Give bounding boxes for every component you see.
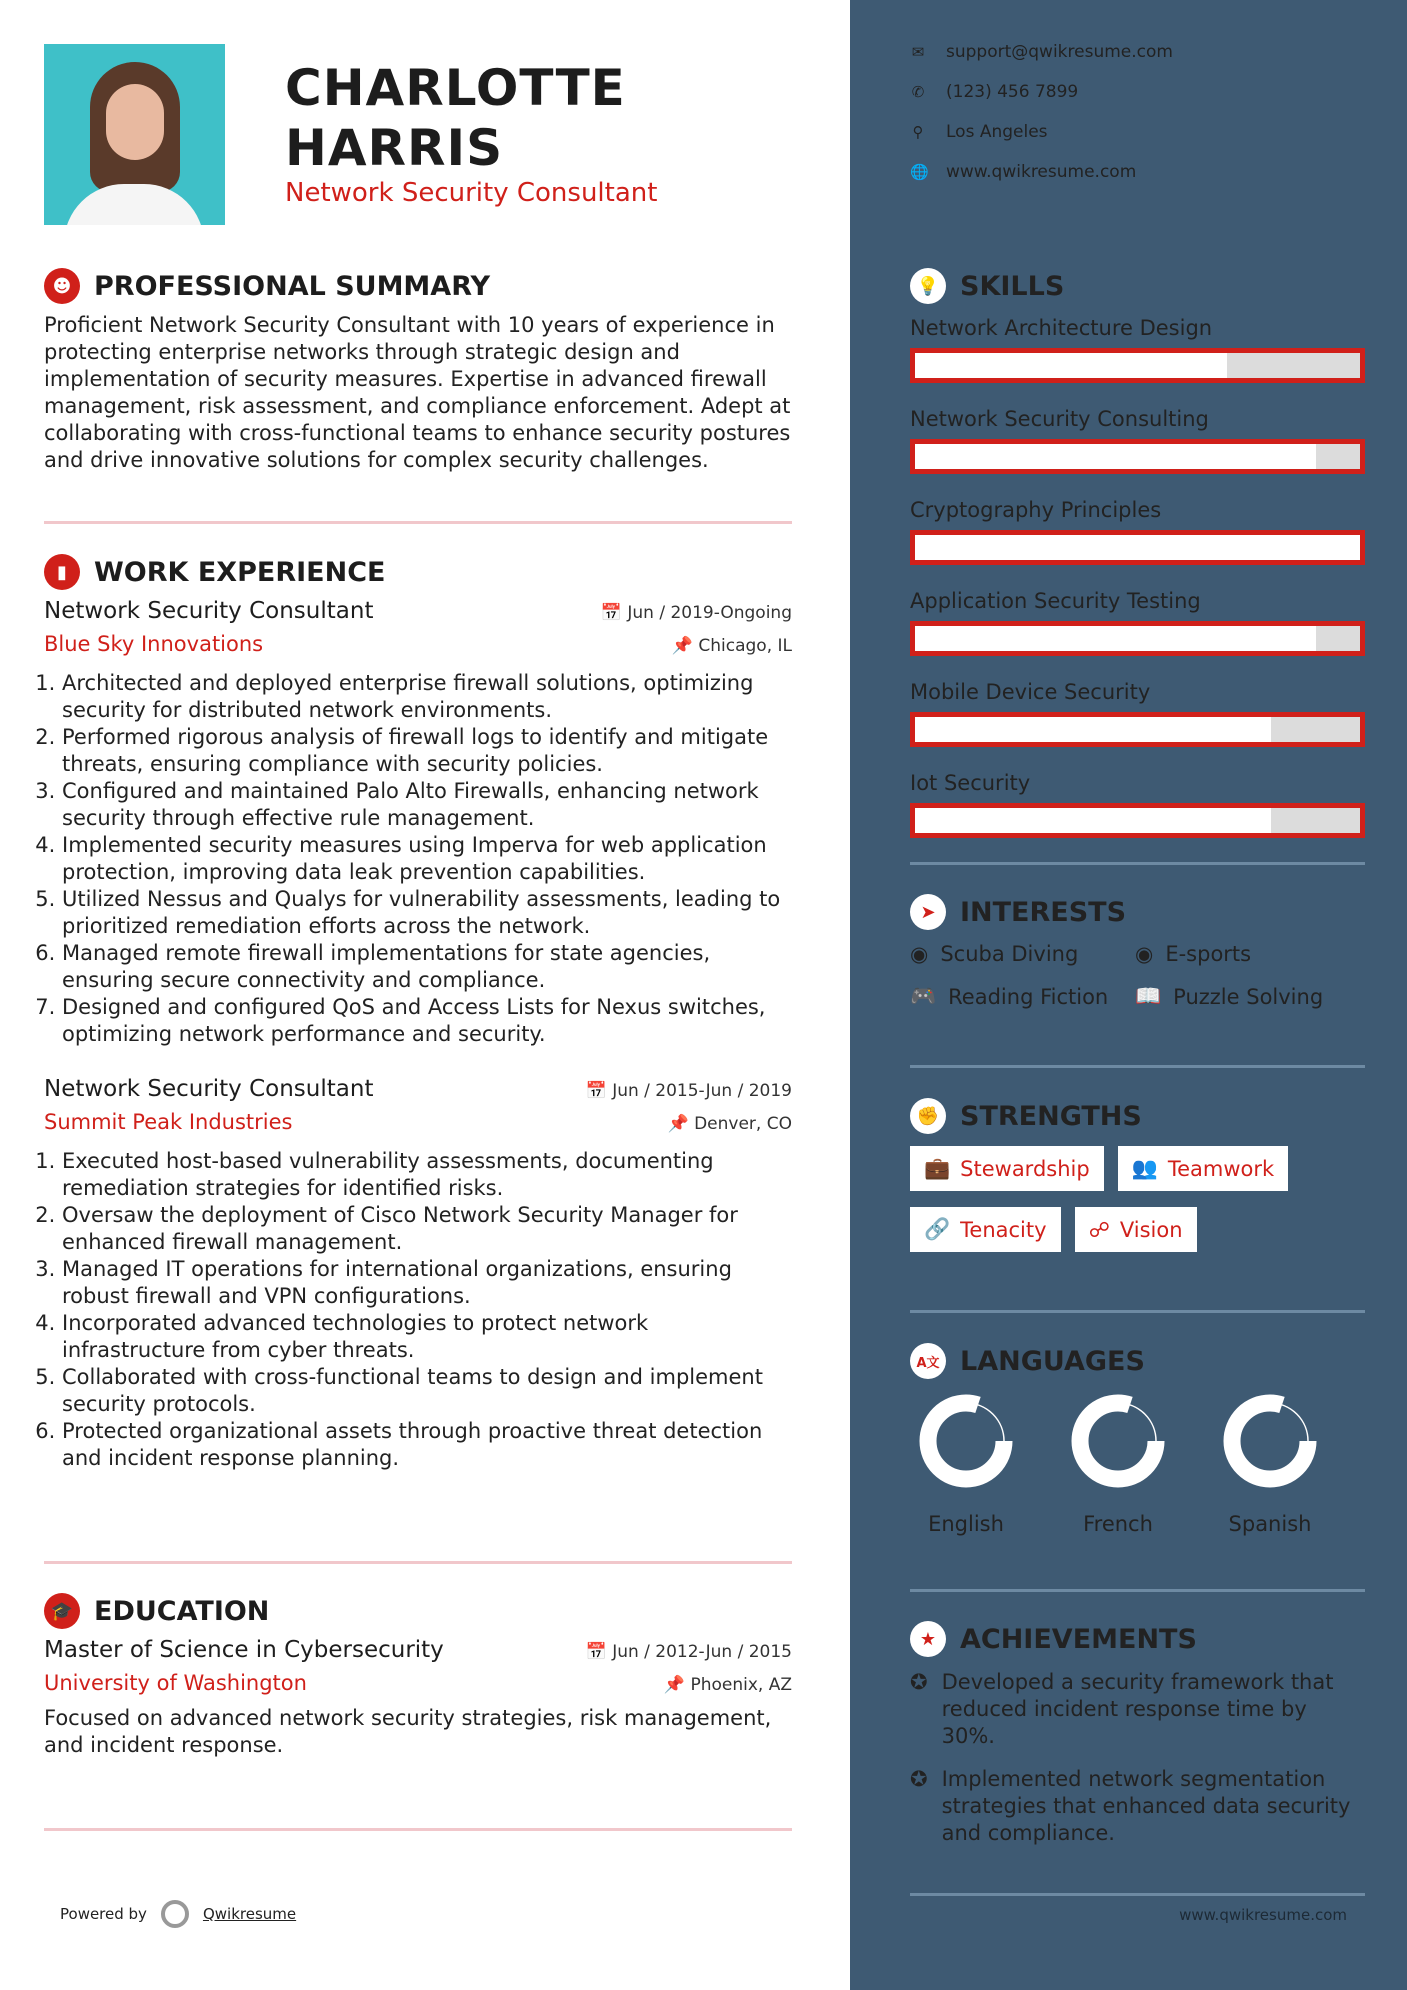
contact-item — [910, 42, 1365, 62]
book-icon: 📖 — [1135, 984, 1162, 1008]
section-heading: LANGUAGES — [960, 1345, 1145, 1377]
job-bullet: 6. Protected organizational assets through proactive threat detection and incident response planning. — [62, 1418, 792, 1472]
contact-text[interactable]: www.qwikresume.com — [946, 162, 1137, 182]
language-item — [1068, 1391, 1168, 1536]
divider — [44, 521, 792, 524]
skill-name: Mobile Device Security — [910, 680, 1151, 704]
lifebuoy-icon: ◉ — [1135, 942, 1154, 966]
edu-location: 📌 Phoenix, AZ — [663, 1675, 792, 1695]
job-title: Network Security Consultant — [44, 598, 374, 624]
strength-chip: 👥 Teamwork — [1118, 1146, 1288, 1191]
school: University of Washington — [44, 1671, 307, 1695]
education-text: Focused on advanced network security strategies, risk management, and incident response. — [44, 1706, 772, 1757]
section-heading: SKILLS — [960, 270, 1065, 302]
envelope-icon: ✉ — [911, 43, 925, 61]
link-icon: 🔗 — [924, 1217, 951, 1241]
company: Blue Sky Innovations — [44, 632, 264, 656]
achievement-item: ✪ Developed a security framework that reduced incident response time by 30%. — [910, 1670, 1334, 1748]
education-section — [44, 1593, 792, 1759]
lightbulb-icon: 💡 — [910, 268, 946, 304]
strength-chip: 💼 Stewardship — [910, 1146, 1104, 1191]
section-heading: EDUCATION — [94, 1595, 270, 1627]
qwikresume-link[interactable]: Qwikresume — [202, 1905, 297, 1923]
skill-bar — [910, 712, 1365, 747]
footer-powered-by: Powered by Qwikresume — [60, 1900, 296, 1928]
job-title: Network Security Consultant — [285, 178, 658, 208]
strength-chip: 🔗 Tenacity — [910, 1207, 1061, 1252]
contact-text: Los Angeles — [946, 122, 1048, 142]
section-heading: INTERESTS — [960, 896, 1127, 928]
users-icon: 👥 — [1131, 1156, 1158, 1180]
map-pin-icon: ⚲ — [912, 123, 924, 141]
interest-item: ◉ E-sports — [1135, 942, 1252, 966]
skill-name: Cryptography Principles — [910, 498, 1162, 522]
language-name: Spanish — [1228, 1512, 1312, 1536]
paper-plane-icon: ➤ — [910, 894, 946, 930]
skill-bar — [910, 439, 1365, 474]
professional-summary-section — [44, 268, 792, 474]
interest-item: ◉ Scuba Diving — [910, 942, 1079, 966]
job-bullet: 7. Designed and configured QoS and Access Lists for Nexus switches, optimizing network performance and security. — [62, 994, 792, 1048]
divider — [44, 1561, 792, 1564]
divider — [44, 1828, 792, 1831]
interests-section — [910, 894, 1365, 1009]
contact-text: (123) 456 7899 — [946, 82, 1079, 102]
job-bullet: 3. Managed IT operations for international organizations, ensuring robust firewall and VPN configurations. — [62, 1256, 792, 1310]
skill-bar — [910, 803, 1365, 838]
footer-website: www.qwikresume.com — [1179, 1906, 1347, 1924]
star-badge-icon: ★ — [910, 1621, 946, 1657]
job-date: 📅 Jun / 2015-Jun / 2019 — [585, 1081, 792, 1101]
binoculars-icon: ☍ — [1088, 1217, 1110, 1242]
language-name: English — [928, 1512, 1004, 1536]
fist-icon: ✊ — [910, 1098, 946, 1134]
job-bullet: 6. Managed remote firewall implementations for state agencies, ensuring secure connectivity and compliance. — [62, 940, 792, 994]
skills-section — [910, 268, 1365, 862]
divider — [910, 1893, 1365, 1896]
skill-name: Iot Security — [910, 771, 1031, 795]
contact-item — [910, 122, 1365, 142]
star-icon: ✪ — [910, 1670, 928, 1694]
skill-bar-fill — [915, 808, 1271, 833]
job-bullet: 1. Executed host-based vulnerability assessments, documenting remediation strategies for identified risks. — [62, 1148, 792, 1202]
job-entry — [44, 1076, 792, 1472]
gamepad-icon: 🎮 — [910, 984, 937, 1008]
candidate-name: CHARLOTTE HARRIS — [285, 59, 626, 177]
profile-photo — [44, 44, 225, 225]
qwikresume-logo-icon — [161, 1900, 189, 1928]
job-bullet: 2. Oversaw the deployment of Cisco Network Security Manager for enhanced firewall management. — [62, 1202, 792, 1256]
skill-name: Network Security Consulting — [910, 407, 1209, 431]
skill-bar — [910, 348, 1365, 383]
work-experience-section — [44, 554, 792, 1472]
briefcase-icon: 💼 — [924, 1156, 951, 1180]
translate-icon: A文 — [910, 1343, 946, 1379]
job-location: 📌 Denver, CO — [667, 1114, 792, 1134]
strengths-section — [910, 1098, 1365, 1252]
briefcase-icon: ▮ — [44, 554, 80, 590]
strength-chip: ☍ Vision — [1075, 1207, 1197, 1252]
skill-name: Application Security Testing — [910, 589, 1201, 613]
skill-bar-fill — [915, 626, 1316, 651]
edu-date: 📅 Jun / 2012-Jun / 2015 — [585, 1642, 792, 1662]
language-name: French — [1083, 1512, 1153, 1536]
job-bullet: 5. Utilized Nessus and Qualys for vulnerability assessments, leading to prioritized remediation efforts across the network. — [62, 886, 792, 940]
languages-section — [910, 1343, 1365, 1536]
contact-item — [910, 162, 1365, 182]
interest-item: 🎮 Reading Fiction — [910, 984, 1109, 1009]
graduate-icon: 🎓 — [44, 1593, 80, 1629]
job-bullet: 5. Collaborated with cross-functional teams to design and implement security protocols. — [62, 1364, 792, 1418]
lifebuoy-icon: ◉ — [910, 942, 929, 966]
section-heading: ACHIEVEMENTS — [960, 1623, 1197, 1655]
contact-text[interactable]: support@qwikresume.com — [946, 42, 1173, 62]
language-item — [916, 1391, 1016, 1536]
section-heading: WORK EXPERIENCE — [94, 556, 386, 588]
skill-bar — [910, 621, 1365, 656]
job-location: 📌 Chicago, IL — [671, 636, 792, 656]
language-donut — [1068, 1391, 1168, 1491]
job-bullet: 2. Performed rigorous analysis of firewall logs to identify and mitigate threats, ensuring compliance with security policies. — [62, 724, 792, 778]
job-bullet: 3. Configured and maintained Palo Alto Firewalls, enhancing network security through effective rule management. — [62, 778, 792, 832]
job-bullet: 1. Architected and deployed enterprise firewall solutions, optimizing security for distributed network environments. — [62, 670, 792, 724]
skill-name: Network Architecture Design — [910, 316, 1213, 340]
degree: Master of Science in Cybersecurity — [44, 1637, 444, 1663]
language-donut — [916, 1391, 1016, 1491]
job-bullets — [44, 670, 792, 1048]
job-date: 📅 Jun / 2019-Ongoing — [600, 603, 792, 623]
globe-icon: 🌐 — [910, 163, 929, 181]
skill-bar — [910, 530, 1365, 565]
contact-list — [910, 42, 1365, 202]
divider — [910, 1310, 1365, 1313]
summary-text: Proficient Network Security Consultant with 10 years of experience in protecting enterprise networks through strategic design and implementation of security measures. Expertise in advanced firewall management, risk assessment, and compliance enforcement. Adept at collaborating with cross-functional teams to enhance security postures and drive innovative solutions for complex security challenges. — [44, 313, 791, 472]
star-icon: ✪ — [910, 1767, 928, 1791]
divider — [910, 862, 1365, 865]
section-heading: PROFESSIONAL SUMMARY — [94, 270, 491, 302]
job-title: Network Security Consultant — [44, 1076, 374, 1102]
job-entry — [44, 598, 792, 1048]
job-bullet: 4. Incorporated advanced technologies to protect network infrastructure from cyber threats. — [62, 1310, 792, 1364]
company: Summit Peak Industries — [44, 1110, 293, 1134]
language-donut — [1220, 1391, 1320, 1491]
skill-bar-fill — [915, 535, 1360, 560]
job-bullet: 4. Implemented security measures using Imperva for web application protection, improving data leak prevention capabilities. — [62, 832, 792, 886]
user-icon: ☻ — [44, 268, 80, 304]
section-heading: STRENGTHS — [960, 1100, 1142, 1132]
contact-item — [910, 82, 1365, 102]
language-item — [1220, 1391, 1320, 1536]
skill-bar-fill — [915, 717, 1271, 742]
achievement-item: ✪ Implemented network segmentation strategies that enhanced data security and compliance. — [910, 1767, 1351, 1845]
divider — [910, 1589, 1365, 1592]
phone-icon: ✆ — [911, 83, 925, 101]
skill-bar-fill — [915, 353, 1227, 378]
job-bullets — [44, 1148, 792, 1472]
skill-bar-fill — [915, 444, 1316, 469]
achievements-section — [910, 1621, 1365, 1863]
interest-item: 📖 Puzzle Solving — [1135, 984, 1324, 1009]
divider — [910, 1065, 1365, 1068]
